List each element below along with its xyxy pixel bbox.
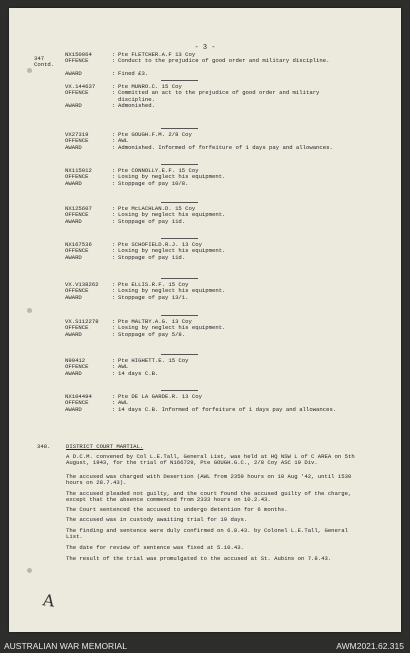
award-label: AWARD <box>65 330 82 338</box>
entry-divider <box>161 354 198 355</box>
service-number: VX.S112278 <box>65 318 99 325</box>
service-number: N90412 <box>65 357 86 364</box>
dcm-paragraph: The Court sentenced the accused to undergo detention for 6 months. <box>66 506 288 513</box>
offence-label: OFFENCE <box>65 137 89 145</box>
colon-separator: : <box>112 173 116 181</box>
soldier-name: Pte SCHOFIELD.R.J. <box>118 241 179 248</box>
colon-separator: : <box>112 253 116 261</box>
offence-label: OFFENCE <box>65 363 89 371</box>
dcm-paragraph: The accused was in custody awaiting trial for 10 days. <box>66 516 248 523</box>
soldier-name: Pte McLACHLAN.D. <box>118 205 172 212</box>
soldier-unit: 13 Coy <box>181 241 202 248</box>
colon-separator: : <box>112 363 116 371</box>
award-text: Stoppage of pay 13/1. <box>118 293 189 301</box>
soldier-name-unit <box>118 132 192 138</box>
colon-separator: : <box>112 57 116 65</box>
soldier-unit: 13 Coy <box>171 318 192 325</box>
offence-label: OFFENCE <box>65 89 89 97</box>
soldier-name: Pte ELLIS.R.F. <box>118 281 165 288</box>
offence-text: Losing by neglect his equipment. <box>118 247 226 255</box>
service-number: NX125607 <box>65 205 92 212</box>
offence-text: Committed an act to the prejudice of good order and military discipline. <box>118 89 320 103</box>
award-label: AWARD <box>65 143 82 151</box>
colon-separator: : <box>112 293 116 301</box>
colon-separator: : <box>112 101 116 109</box>
entry-divider <box>161 80 198 81</box>
award-label: AWARD <box>65 179 82 187</box>
award-text: 14 days C.B. <box>118 369 159 377</box>
award-label: AWARD <box>65 293 82 301</box>
footer <box>0 641 410 653</box>
colon-separator: : <box>112 131 116 138</box>
colon-separator: : <box>112 247 116 255</box>
soldier-name: Pte GOUGH.F.M. <box>118 131 165 138</box>
document-page <box>9 8 401 632</box>
dcm-paragraph: The finding and sentence were duly confirmed on 6.8.43. by Colonel L.E.Tall, General List. <box>66 527 348 541</box>
soldier-name: Pte FLETCHER.A.F <box>118 51 172 58</box>
offence-text: Losing by neglect his equipment. <box>118 324 226 332</box>
offence-text: AWL <box>118 137 129 145</box>
colon-separator: : <box>112 167 116 174</box>
offence-text: Losing by neglect his equipment. <box>118 211 226 219</box>
service-number: NX115012 <box>65 167 92 174</box>
award-text: Admonished. <box>118 101 155 109</box>
soldier-unit: 15 Coy <box>168 281 189 288</box>
award-label: AWARD <box>65 101 82 109</box>
offence-text: Losing by neglect his equipment. <box>118 287 226 295</box>
service-number: VX.V138262 <box>65 281 99 288</box>
dcm-paragraph: The result of the trial was promulgated to the accused at St. Aubins on 7.8.43. <box>66 555 332 562</box>
award-text: Fined £3. <box>118 69 149 77</box>
offence-text: Conduct to the prejudice of good order and military discipline. <box>118 57 330 65</box>
soldier-name: Pte CONNOLLY.E.F. <box>118 167 176 174</box>
award-text: Stoppage of pay 10/8. <box>118 179 189 187</box>
colon-separator: : <box>112 217 116 225</box>
soldier-unit: 15 Coy <box>178 167 199 174</box>
colon-separator: : <box>112 69 116 77</box>
soldier-name: Pte HIGHETT.E. <box>118 357 165 364</box>
colon-separator: : <box>112 179 116 187</box>
service-number: NX150064 <box>65 51 92 58</box>
colon-separator: : <box>112 137 116 145</box>
offence-label: OFFENCE <box>65 247 89 255</box>
entry-divider <box>161 278 198 279</box>
colon-separator: : <box>112 51 116 58</box>
entry-divider <box>161 202 198 203</box>
colon-separator: : <box>112 287 116 295</box>
award-text: Stoppage of pay 5/8. <box>118 330 186 338</box>
offence-label: OFFENCE <box>65 211 89 219</box>
footer-institution: AUSTRALIAN WAR MEMORIAL <box>4 641 127 651</box>
soldier-name: Pte DE LA GARDE.R. <box>118 393 179 400</box>
soldier-unit: 13 Coy <box>175 51 196 58</box>
colon-separator: : <box>112 405 116 413</box>
colon-separator: : <box>112 369 116 377</box>
award-text: Stoppage of pay 11d. <box>118 253 186 261</box>
colon-separator: : <box>112 357 116 364</box>
dcm-paragraph: The accused pleaded not guilty, and the court found the accused guilty of the charge, except that the absence commenced from 2333 hours on 10.2.43. <box>66 490 352 504</box>
award-text: Stoppage of pay 11d. <box>118 217 186 225</box>
offence-label: OFFENCE <box>65 57 89 65</box>
section-348-heading: DISTRICT COURT MARTIAL. <box>66 443 144 450</box>
colon-separator: : <box>112 143 116 151</box>
soldier-unit: 15 Coy <box>175 205 196 212</box>
soldier-unit: 15 Coy <box>161 83 182 90</box>
soldier-name: Pte MALTBY.A.G. <box>118 318 169 325</box>
award-text: Admonished. Informed of forfeiture of 1 days pay and allowances. <box>118 143 333 151</box>
entry-divider <box>161 315 198 316</box>
service-number: VX.144637 <box>65 83 96 90</box>
colon-separator: : <box>112 89 116 97</box>
award-label: AWARD <box>65 69 82 77</box>
offence-label: OFFENCE <box>65 287 89 295</box>
offence-label: OFFENCE <box>65 324 89 332</box>
service-number: VX27319 <box>65 131 89 138</box>
soldier-unit: 13 Coy <box>181 393 202 400</box>
soldier-unit: 15 Coy <box>168 357 189 364</box>
offence-text: AWL <box>118 399 129 407</box>
section-347-contd: Contd. <box>34 61 55 69</box>
section-347-number: 347 <box>34 55 45 62</box>
entry-divider <box>161 238 198 239</box>
section-348-number: 348. <box>37 443 51 450</box>
entry-divider <box>161 390 198 391</box>
award-text: 14 days C.B. Informed of forfeiture of 1 days pay and allowances. <box>118 405 337 413</box>
colon-separator: : <box>112 399 116 407</box>
dcm-paragraph: The accused was charged with Desertion (AWL from 2359 hours on 10 Aug '42, until 1530 hours on 28.7.43). <box>66 473 352 487</box>
offence-label: OFFENCE <box>65 399 89 407</box>
offence-label: OFFENCE <box>65 173 89 181</box>
handwritten-mark: A <box>41 590 56 611</box>
award-label: AWARD <box>65 369 82 377</box>
soldier-name: Pte MUNRO.C. <box>118 83 159 90</box>
colon-separator: : <box>112 318 116 325</box>
dcm-paragraph: A D.C.M. convened by Col L.E.Tall, General List, was held at HQ NSW L of C AREA on 5th August, 1943, for the trial of N166729, Pte GOUGH.G.C., 2/8 Coy ASC 10 Div. <box>66 453 355 467</box>
page-number: - 3 - <box>194 44 216 52</box>
footer-accession-number: AWM2021.62.315 <box>336 641 404 651</box>
colon-separator: : <box>112 330 116 338</box>
entry-divider <box>161 164 198 165</box>
award-label: AWARD <box>65 405 82 413</box>
entry-divider <box>161 128 198 129</box>
soldier-name-unit <box>118 358 189 364</box>
service-number: NX167536 <box>65 241 92 248</box>
colon-separator: : <box>112 281 116 288</box>
award-label: AWARD <box>65 217 82 225</box>
offence-text: Losing by neglect his equipment. <box>118 173 226 181</box>
soldier-name-unit <box>118 394 202 400</box>
colon-separator: : <box>112 205 116 212</box>
offence-text: AWL <box>118 363 129 371</box>
colon-separator: : <box>112 324 116 332</box>
colon-separator: : <box>112 211 116 219</box>
colon-separator: : <box>112 83 116 90</box>
colon-separator: : <box>112 393 116 400</box>
colon-separator: : <box>112 241 116 248</box>
service-number: NX104494 <box>65 393 92 400</box>
soldier-unit: 2/8 Coy <box>168 131 192 138</box>
dcm-paragraph: The date for review of sentence was fixed at 5.10.43. <box>66 544 244 551</box>
award-label: AWARD <box>65 253 82 261</box>
